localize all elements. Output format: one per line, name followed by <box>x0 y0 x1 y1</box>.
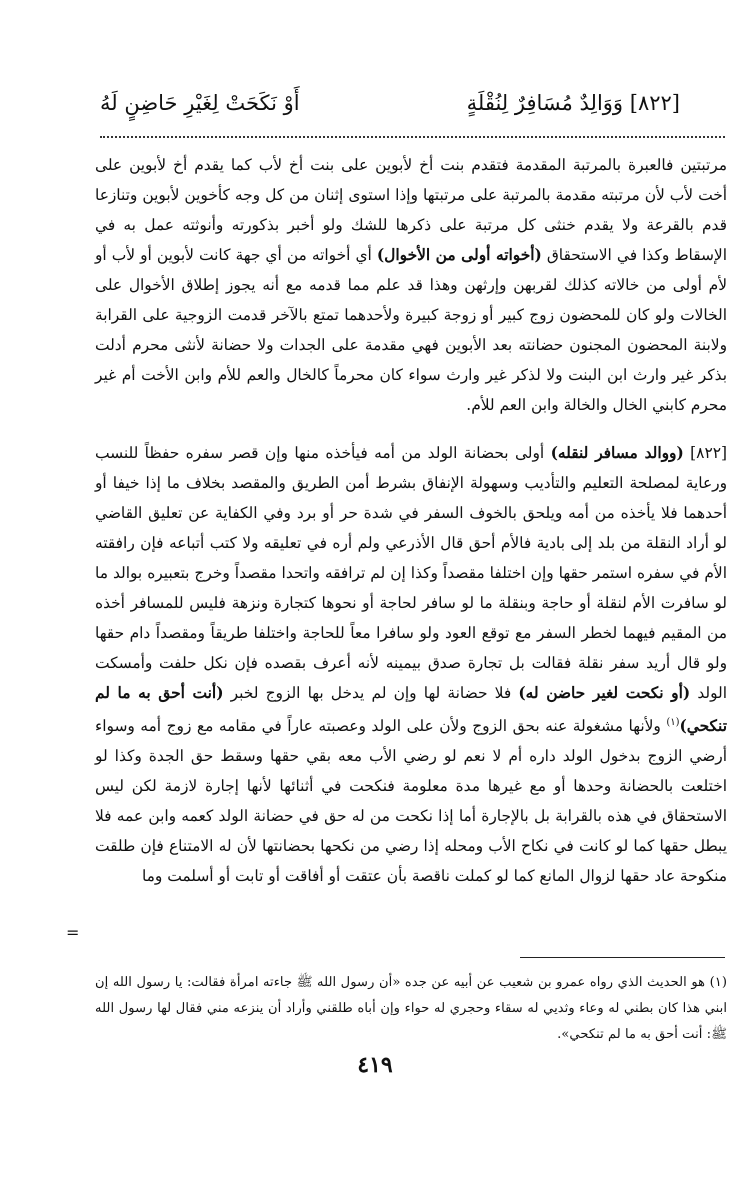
paragraph-1-text-a: مرتبتين فالعبرة بالمرتبة المقدمة فتقدم بنت أخ لأبوين على بنت أخ لأب كما يقدم أخ لأبوين على أخت لأب لأن مرتبته مقدمة بالمرتبة على مرتبتها وإذا استوى إثنان من كل وجه كأخوين لأبوين وتنازعا قدم بالقرعة ولا يقدم خنثى كل مرتبة على ذكرها للشك ولو أخبر بذكورته وأنوثته عمل به في الإسقاط وكذا في الاستحقاق <box>95 156 727 264</box>
bold-phrase-married: (أو نكحت لغير حاضن له) <box>518 684 691 702</box>
bold-phrase-brothers: (أخواته أولى من الأخوال) <box>376 246 542 264</box>
header-verse-first: [٨٢٢] وَوَالِدٌ مُسَافِرٌ لِنُقْلَةٍ <box>466 91 680 115</box>
continuation-mark: = <box>66 923 80 942</box>
paragraph-2 <box>95 438 727 891</box>
paragraph-2-text-c: فلا حضانة لها وإن لم يدخل بها الزوج لخبر <box>223 684 519 702</box>
paragraph-1-text-b: أي أخواته من أي جهة كانت لأبوين أو لأب أو لأم أولى من خالاته كذلك لقربهن وإرثهن وهذا قد علم مما قدمه مع أنه يجوز إطلاق الأخوال على الخالات ولو كان للمحضون زوج كبير أو زوجة كبيرة ولأحدهما تمتع بالآخر قدمت الزوجية على القرابة ولابنة المحضون المجنون حضانته بعد الأبوين فهي مقدمة على الجدات ولا حضانة لأنثى محرم أدلت بذكر غير وارث ابن البنت ولا لذكر غير وارث سواء كان محرماً كالخال والعم للأم وابن الأخت أم غير محرم كابني الخال والخالة وابن العم للأم. <box>95 246 727 414</box>
footnote-divider <box>520 957 725 958</box>
page-number: ٤١٩ <box>357 1052 393 1078</box>
footnote-reference[interactable]: (١) <box>666 717 680 728</box>
running-header <box>100 86 680 120</box>
footnote-text: (١) هو الحديث الذي رواه عمرو بن شعيب عن أبيه عن جده «أن رسول الله ﷺ جاءته امرأة فقالت: يا رسول الله إن ابني هذا كان بطني له وعاء وثديي له سقاء وحجري له حواء وإن أباه طلقني وأراد أن ينزعه مني فقال لها رسول الله ﷺ: أنت أحق به ما لم تنكحي». <box>95 975 727 1042</box>
main-text <box>95 150 727 891</box>
bold-phrase-father: (ووالد مسافر لنقله) <box>550 444 684 462</box>
paragraph-1 <box>95 150 727 420</box>
footnote <box>95 970 727 1048</box>
paragraph-2-text-d: ولأنها مشغولة عنه بحق الزوج ولأن على الولد وعصبته عاراً في مقامه مع زوج أمه وسواء أرضي الزوج بدخول الولد داره أم لا نعم لو رضي الأب معه بقي حقها وسقط حق الجدة وكذا لو اختلعت بالحضانة وحدها أو مع غيرها مدة معلومة فنكحت في أثنائها لأنها إجارة لازمة لكن ليس الاستحقاق في هذه بالقرابة بل بالإجارة أما إذا نكحت من له حق في حضانة الولد كعمه وابن عمه فلا يبطل حقها كما لو كانت في نكاح الأب ومحله إذا رضي من نكحها بحضانتها لأن له الامتناع فإن طلقت منكوحة عاد حقها لزوال المانع كما لو كملت ناقصة بأن عتقت أو أفاقت أو تابت أو أسلمت وما <box>95 717 727 886</box>
header-dotted-divider <box>100 136 725 138</box>
header-verse-second: أَوْ نَكَحَتْ لِغَيْرِ حَاضِنٍ لَهُ <box>100 91 300 115</box>
paragraph-2-text-b: أولى بحضانة الولد من أمه فيأخذه منها وإن قصر سفره حفظاً للنسب ورعاية لمصلحة التعليم والتأديب وسهولة الإنفاق بشرط أمن الطريق والمقصد بخلاف ما إذا خيفا أو أحدهما فلا يأخذه من أمه ويلحق بالخوف السفر في شدة حر أو برد وفي الكفاية عن تعليق القاضي لو أراد النقلة من بلد إلى بادية فالأم أحق قال الأذرعي ولم أره في تعليقه ولا كتب أتباعه فإن رافقته الأم في سفره استمر حقها وإن اختلفا مقصداً وكذا إن لم ترافقه واتحدا مقصداً وخرج بتعبيره بوالد ما لو سافرت الأم لنقلة أو حاجة وبنقلة ما لو سافر لحاجة أو نحوها كتجارة ونزهة فليس للمسافر أخذه من المقيم فيهما لخطر السفر مع توقع العود ولو سافرا معاً للحاجة واختلفا طريقاً ومقصداً دام حقها ولو قال أريد سفر نقلة فقالت بل تجارة صدق بيمينه لأنه أعرف بقصده فإن نكل حلفت وأمسكت الولد <box>95 444 728 702</box>
bold-phrase-hadith: (أنت أحق به ما لم تنكحي) <box>95 684 727 736</box>
paragraph-2-number: [٨٢٢] <box>683 444 727 462</box>
